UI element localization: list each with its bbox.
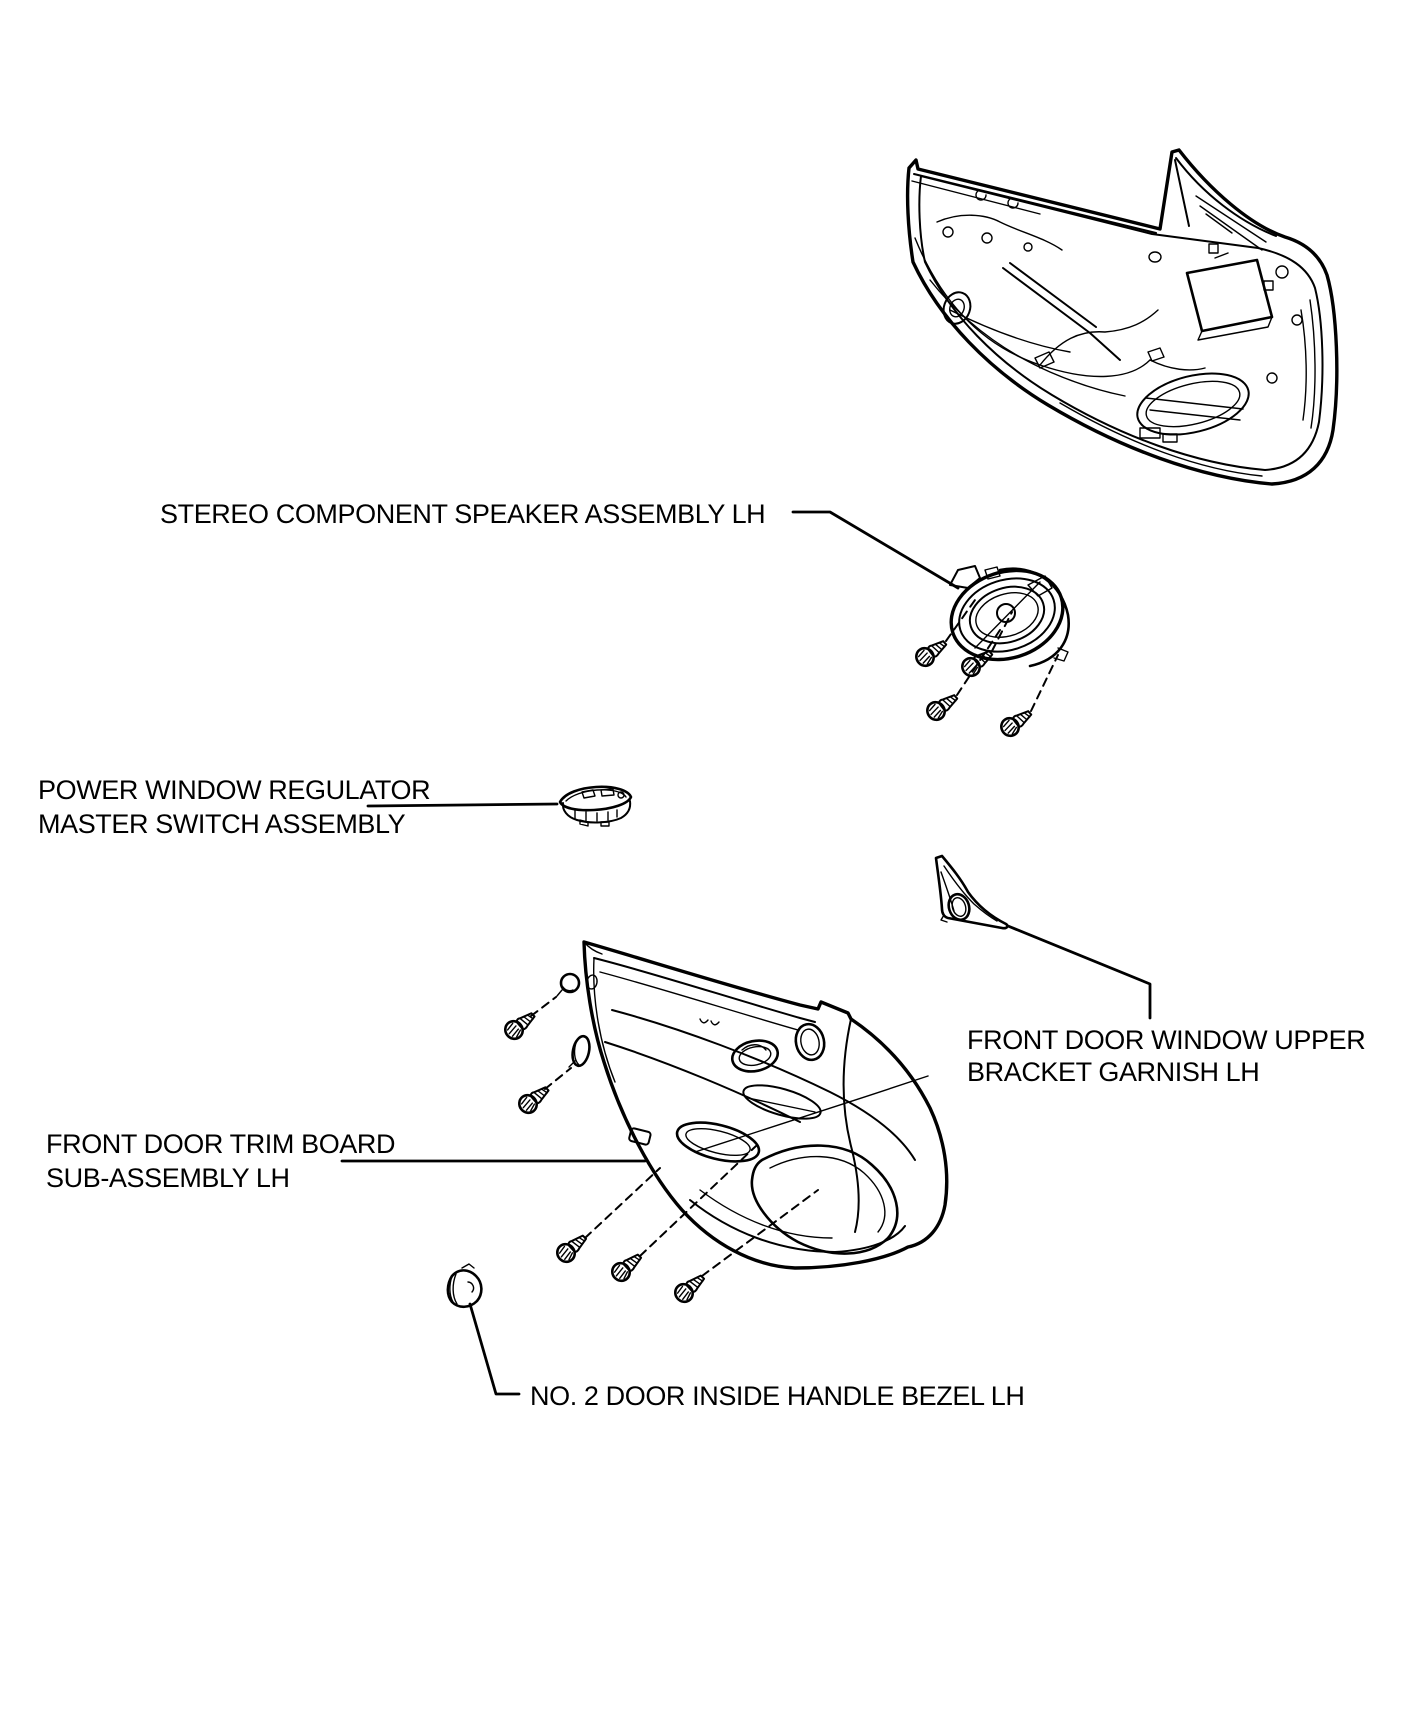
callout-labels — [38, 499, 1365, 1411]
label-garnish-line1: FRONT DOOR WINDOW UPPER — [967, 1025, 1366, 1055]
screw-icon — [502, 1008, 539, 1043]
trim-clip-icon — [569, 1035, 592, 1068]
label-garnish-line2: BRACKET GARNISH LH — [967, 1057, 1260, 1087]
screw-icon — [913, 636, 950, 670]
front-door-panel-illustration — [908, 150, 1337, 484]
trim-clip-icon — [557, 974, 579, 996]
screw-icon — [554, 1230, 591, 1265]
label-power-window-switch-line2: MASTER SWITCH ASSEMBLY — [38, 809, 406, 839]
label-trim-board-line2: SUB-ASSEMBLY LH — [46, 1163, 290, 1193]
label-power-window-switch-line1: POWER WINDOW REGULATOR — [38, 775, 431, 805]
inside-handle-bezel-illustration — [448, 1264, 519, 1394]
stereo-speaker-assembly-illustration — [793, 512, 1074, 739]
label-inside-handle-bezel: NO. 2 DOOR INSIDE HANDLE BEZEL LH — [530, 1381, 1025, 1411]
leader-line-speaker — [793, 512, 958, 588]
leader-line-garnish — [1008, 926, 1150, 1018]
leader-line-bezel — [470, 1304, 519, 1394]
screw-icon — [998, 706, 1035, 740]
door-trim-board-illustration — [342, 942, 947, 1305]
label-speaker-assembly: STEREO COMPONENT SPEAKER ASSEMBLY LH — [160, 499, 766, 529]
window-upper-bracket-garnish-illustration — [936, 856, 1150, 1018]
label-trim-board-line1: FRONT DOOR TRIM BOARD — [46, 1129, 396, 1159]
screw-icon — [924, 690, 961, 724]
